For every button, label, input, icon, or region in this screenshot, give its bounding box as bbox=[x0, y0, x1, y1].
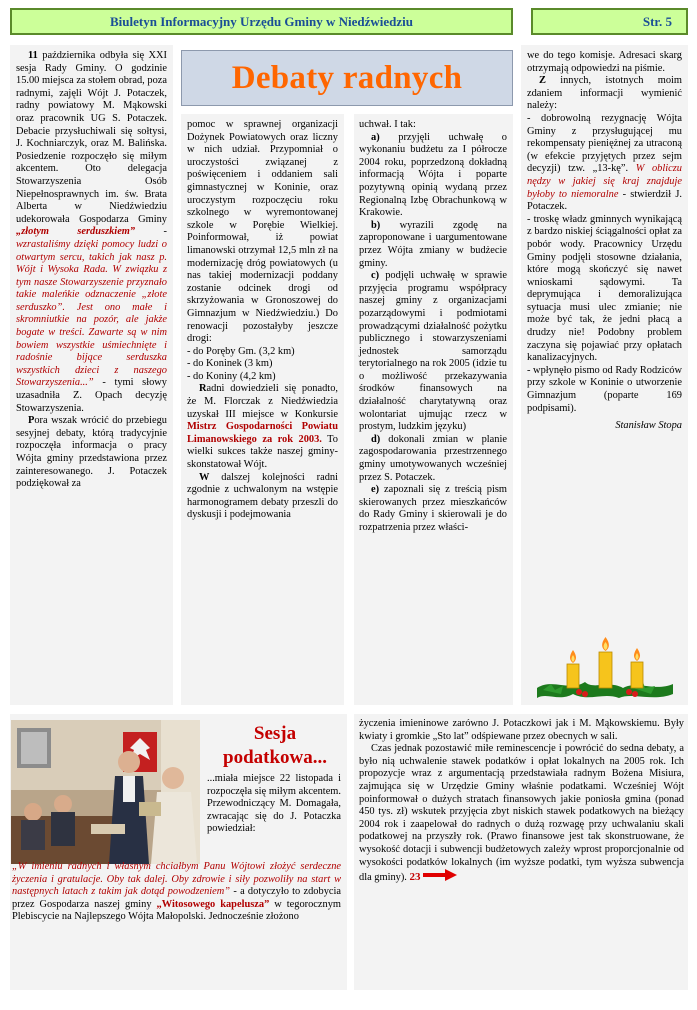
sesja-after-quote-2: w tegorocznym Plebiscycie na Najlepszego Wójta Małopolski. Jednocześnie złożono bbox=[12, 898, 341, 923]
sesja-right-paragraph-1: życzenia imieninowe zarówno J. Potaczkowi jak i M. Mąkowskiemu. Były kwiaty i gromkie „Sto lat” odśpiewane przez obecnych w sali. bbox=[359, 718, 684, 742]
text-run: To wielki sukces także naszej gminy-skonstatował Wójt. bbox=[187, 433, 338, 471]
paragraph bbox=[359, 132, 507, 220]
paragraph bbox=[187, 472, 338, 522]
author-signature: Stanisław Stopa bbox=[615, 420, 682, 432]
sesja-title-line-1: Sesja bbox=[253, 723, 297, 744]
debate-title: Debaty radnych bbox=[231, 59, 463, 96]
page-number-bar bbox=[531, 8, 688, 35]
text-run: W obliczu nędzy w jakiej się kraj znajduje byłoby to niemoralne bbox=[527, 163, 682, 200]
sesja-body-right bbox=[359, 718, 684, 885]
debate-column-3 bbox=[359, 119, 507, 535]
text-run: wyrazili zgodę na zaproponowane i uargumentowane przez Wójta zmiany w budżecie gminy. bbox=[359, 219, 507, 269]
paragraph bbox=[187, 358, 338, 371]
paragraph bbox=[16, 415, 167, 491]
debate-column-2 bbox=[187, 119, 338, 522]
sesja-body-left bbox=[12, 861, 341, 924]
paragraph bbox=[187, 371, 338, 384]
text-run: - bbox=[135, 226, 168, 238]
paragraph bbox=[359, 434, 507, 484]
continued-page-number: 23 bbox=[409, 871, 421, 884]
text-run: ora wszak wrócić do przebiegu sesyjnej debaty, którą tradycyjnie rozpoczęła informacja o pracy Wójta gminy przedstawiona przez zainteresowanego. J. Potaczek podziękował za bbox=[16, 415, 167, 490]
candles-illustration bbox=[533, 632, 677, 702]
paragraph bbox=[187, 346, 338, 359]
text-run: podjęli uchwałę w sprawie przyjęcia programu współpracy naszej gminy z organizacjami pozarządowymi i podmiotami prowadzącymi działalność pożytku publicznego i stowarzyszeniami jednostek samorządu terytorialnego na rok 2005 (idzie tu o możliwość przekazywania środków finansowych na działalność charytatywną oraz wolontariat ujmując rzecz w prostym, ludzkim języku) bbox=[359, 270, 507, 433]
text-run: - do Poręby Gm. (3,2 km) bbox=[187, 345, 295, 357]
text-run: 11 bbox=[28, 50, 38, 61]
text-run: wzrastaliśmy dzięki pomocy ludzi o otwartym sercu, takich jak nasz p. Wójt i Wysoka Rada. W związku z tym nasze Stowarzyszenie przyznało takie maleńkie odznaczenie „złote serduszko”. Jest ono małe i skromniutkie na pozór, ale jakże bogate w treści. Zawarte są w nim bowiem wszystkie uśmiechnięte i radośnie bijące serduszka wszystkich dzieci z naszego Stowarzyszenia...” bbox=[16, 238, 167, 389]
paragraph bbox=[359, 270, 507, 434]
text-run: pomoc w sprawnej organizacji Dożynek Powiatowych oraz liczny w nich udział. Przypomniał o uroczystości związanej z poświęceniem i oddaniem sali gimnastycznej w Koninie, oraz uroczystym rozpoczęciu roku szkolnego w wyremontowanej szkole w Porębie Wielkiej. Poinformował, iż powiat limanowski otrzymał 12,5 mln zł na modernizację dróg powiatowych (u nas takiej modernizacji poddany zostanie odcinek drogi od skrzyżowania w Gronoszowej do Gimnazjum w Niedźwiedziu.) Do renowacji pozostałyby jeszcze drogi: bbox=[187, 119, 338, 345]
sesja-lead-text: ...miała miejsce 22 listopada i rozpoczęła się miłym akcentem. Przewodniczący M. Domagała, zwracając się do J. Potaczka powiedział: bbox=[207, 773, 341, 835]
debate-title-box bbox=[181, 50, 513, 106]
sesja-quote: „W imieniu radnych i własnym chciałbym Panu Wójtowi złożyć serdeczne życzenia i gratulacje. Oby tak dalej. Oby zdrowie i siły pozwoliły na start w następnych latach z takim jak dotąd powodzeniem” bbox=[12, 861, 341, 898]
text-run: - tymi słowy uzasadniła Z. Opach decyzję Stowarzyszenia. bbox=[16, 377, 167, 414]
text-run: c) bbox=[371, 270, 380, 282]
text-run: b) bbox=[371, 219, 381, 231]
sesja-award: „Witosowego kapelusza” bbox=[156, 898, 270, 910]
paragraph bbox=[527, 75, 682, 113]
text-run: - troskę władz gminnych wynikającą z bardzo niskiej ściągalności opłat za pobór wody. Pracownicy Urzędu Gminy podjęli stosowne działania, które mogą skończyć się nawet wnioskami sądowymi. Ta deprymująca i demoralizująca sytuacja musi ulec zmianie; nie może być tak, że jedni płacą a drudzy nie! Podobny problem zaczyna się pojawiać przy opłatach kanalizacyjnych. bbox=[527, 213, 682, 364]
paragraph bbox=[527, 50, 682, 75]
text-run: Mistrz Gospodarności Powiatu Limanowskiego za rok 2003. bbox=[187, 421, 338, 445]
paragraph bbox=[359, 119, 507, 132]
session-photo-image bbox=[11, 720, 200, 864]
candle-icon bbox=[631, 648, 643, 688]
sesja-right-paragraph-2: Czas jednak pozostawić miłe reminescencje i powrócić do sedna debaty, a było nią uchwalenie stawek podatków i opłat lokalnych na 2005 rok. Ich propozycje wraz z argumentacją przedstawiała radnym Bożena Misiura, zajmująca się w Urzędzie Gminy właśnie podatkami. Wcześniej Wójt poinformował o dużych stratach finansowych jakie poniosła gmina (ponad 450 tys. zł) wskutek przyjęcia zbyt niskich stawek podatkowych na bieżący 2004 rok i zaapelował do radnych o dużą rozwagę przy uchwalaniu skali podatkowej na przyszły rok. (Prawo finansowe jest tak skonstruowane, że wysokość dotacji i subwencji budżetowych zależy wprost proporcjonalnie od wysokości podatków lokalnych (im wyższe podatki, tym wyższa subwencja dla gminy). bbox=[359, 743, 684, 884]
text-run: „złotym serduszkiem” bbox=[16, 226, 136, 238]
debate-column-1 bbox=[16, 50, 167, 491]
sesja-right-paragraph-2-wrap bbox=[359, 743, 684, 885]
paragraph bbox=[527, 214, 682, 365]
paragraph bbox=[187, 383, 338, 471]
text-run: - do Koninek (3 km) bbox=[187, 358, 273, 370]
sesja-title bbox=[205, 722, 345, 770]
text-run: przyjęli uchwałę o wykonaniu budżetu za I półrocze 2004 roku, poprzedzoną dokładną informacją Wójta i poparte pozytywną opinią wydaną przez Regionalną Izbę Obrachunkową w Krakowie. bbox=[359, 131, 507, 219]
bulletin-title-bar bbox=[10, 8, 513, 35]
text-run: d) bbox=[371, 433, 381, 445]
text-run: R bbox=[199, 383, 207, 395]
text-run: innych, istotnych moim zdaniem informacji wymienić należy: bbox=[527, 75, 682, 112]
bulletin-title: Biuletyn Informacyjny Urzędu Gminy w Niedźwiedziu bbox=[110, 13, 413, 29]
paragraph bbox=[187, 119, 338, 346]
text-run: zapoznali się z treścią pism skierowanych przez mieszkańców do Rady Gminy i skierowali je do rozpatrzenia przez właści- bbox=[359, 484, 507, 533]
text-run: a) bbox=[371, 131, 380, 143]
paragraph bbox=[16, 50, 167, 415]
sesja-lead bbox=[207, 773, 341, 836]
paragraph bbox=[527, 365, 682, 415]
text-run: W bbox=[199, 471, 210, 483]
arrow-right-icon[interactable] bbox=[423, 869, 457, 881]
text-run: - wpłynęło pismo od Rady Rodziców przy szkole w Koninie o utworzenie Gimnazjum (poparte 169 podpisami). bbox=[527, 364, 682, 414]
paragraph bbox=[359, 484, 507, 534]
text-run: P bbox=[28, 415, 35, 427]
text-run: - dobrowolną rezygnację Wójta Gminy z przysługującej mu rekompensaty pieniężnej za utraconą (w efekcie przyjętych przez sejm decyzji) tzw. „13-kę”. bbox=[527, 112, 682, 175]
text-run: Z bbox=[539, 75, 546, 87]
text-run: października odbyła się XXI sesja Rady Gminy. O godzinie 15.00 miejsca za stołem obrad, poza radnymi, zajęli Wójt J. Potaczek, radny powiatowy M. Mąkowski oraz pracownik UG S. Potaczek. Debacie przysłuchiwali się sołtysi, J. Kochniarczyk, oraz M. Balińska. Posiedzenie rozpoczęło się miłym akcentem. Oto delegacja Stowarzyszenia Osób Niepełnosprawnych im. św. Brata Alberta w Niedźwiedziu udekorowała Gospodarza Gminy bbox=[16, 50, 167, 225]
text-run: e) bbox=[371, 484, 380, 496]
text-run: uchwał. I tak: bbox=[359, 119, 416, 130]
session-photo bbox=[11, 720, 200, 864]
debate-column-4 bbox=[527, 50, 682, 433]
text-run: adni dowiedzieli się ponadto, że M. Florczak z Niedźwiedzia uzyskał III miejsce w Konkursie bbox=[187, 383, 338, 420]
text-run: - stwierdził J. Potaczek. bbox=[527, 188, 682, 213]
sesja-after-quote-1: - a dotyczyło to zdobycia przez Gospodarza naszej gminy bbox=[12, 886, 342, 910]
text-run: - do Koniny (4,2 km) bbox=[187, 370, 276, 382]
page-number: Str. 5 bbox=[642, 13, 672, 29]
text-run: dalszej kolejności radni zgodnie z uchwalonym na wstępie harmonogramem debaty przeszli do dyskusji i podejmowania bbox=[187, 471, 338, 521]
text-run: dokonali zmian w planie zagospodarowania przestrzennego gminy umotywowanych wcześniej przez S. Potaczek. bbox=[359, 433, 507, 483]
sesja-title-line-2: podatkowa... bbox=[223, 747, 327, 768]
debate-column-4-text bbox=[527, 50, 682, 415]
paragraph bbox=[359, 220, 507, 270]
candle-icon bbox=[567, 650, 579, 688]
candle-icon bbox=[599, 637, 612, 688]
paragraph bbox=[527, 113, 682, 214]
text-run: we do tego komisje. Adresaci skarg otrzymają odpowiedzi na piśmie. bbox=[527, 50, 682, 74]
